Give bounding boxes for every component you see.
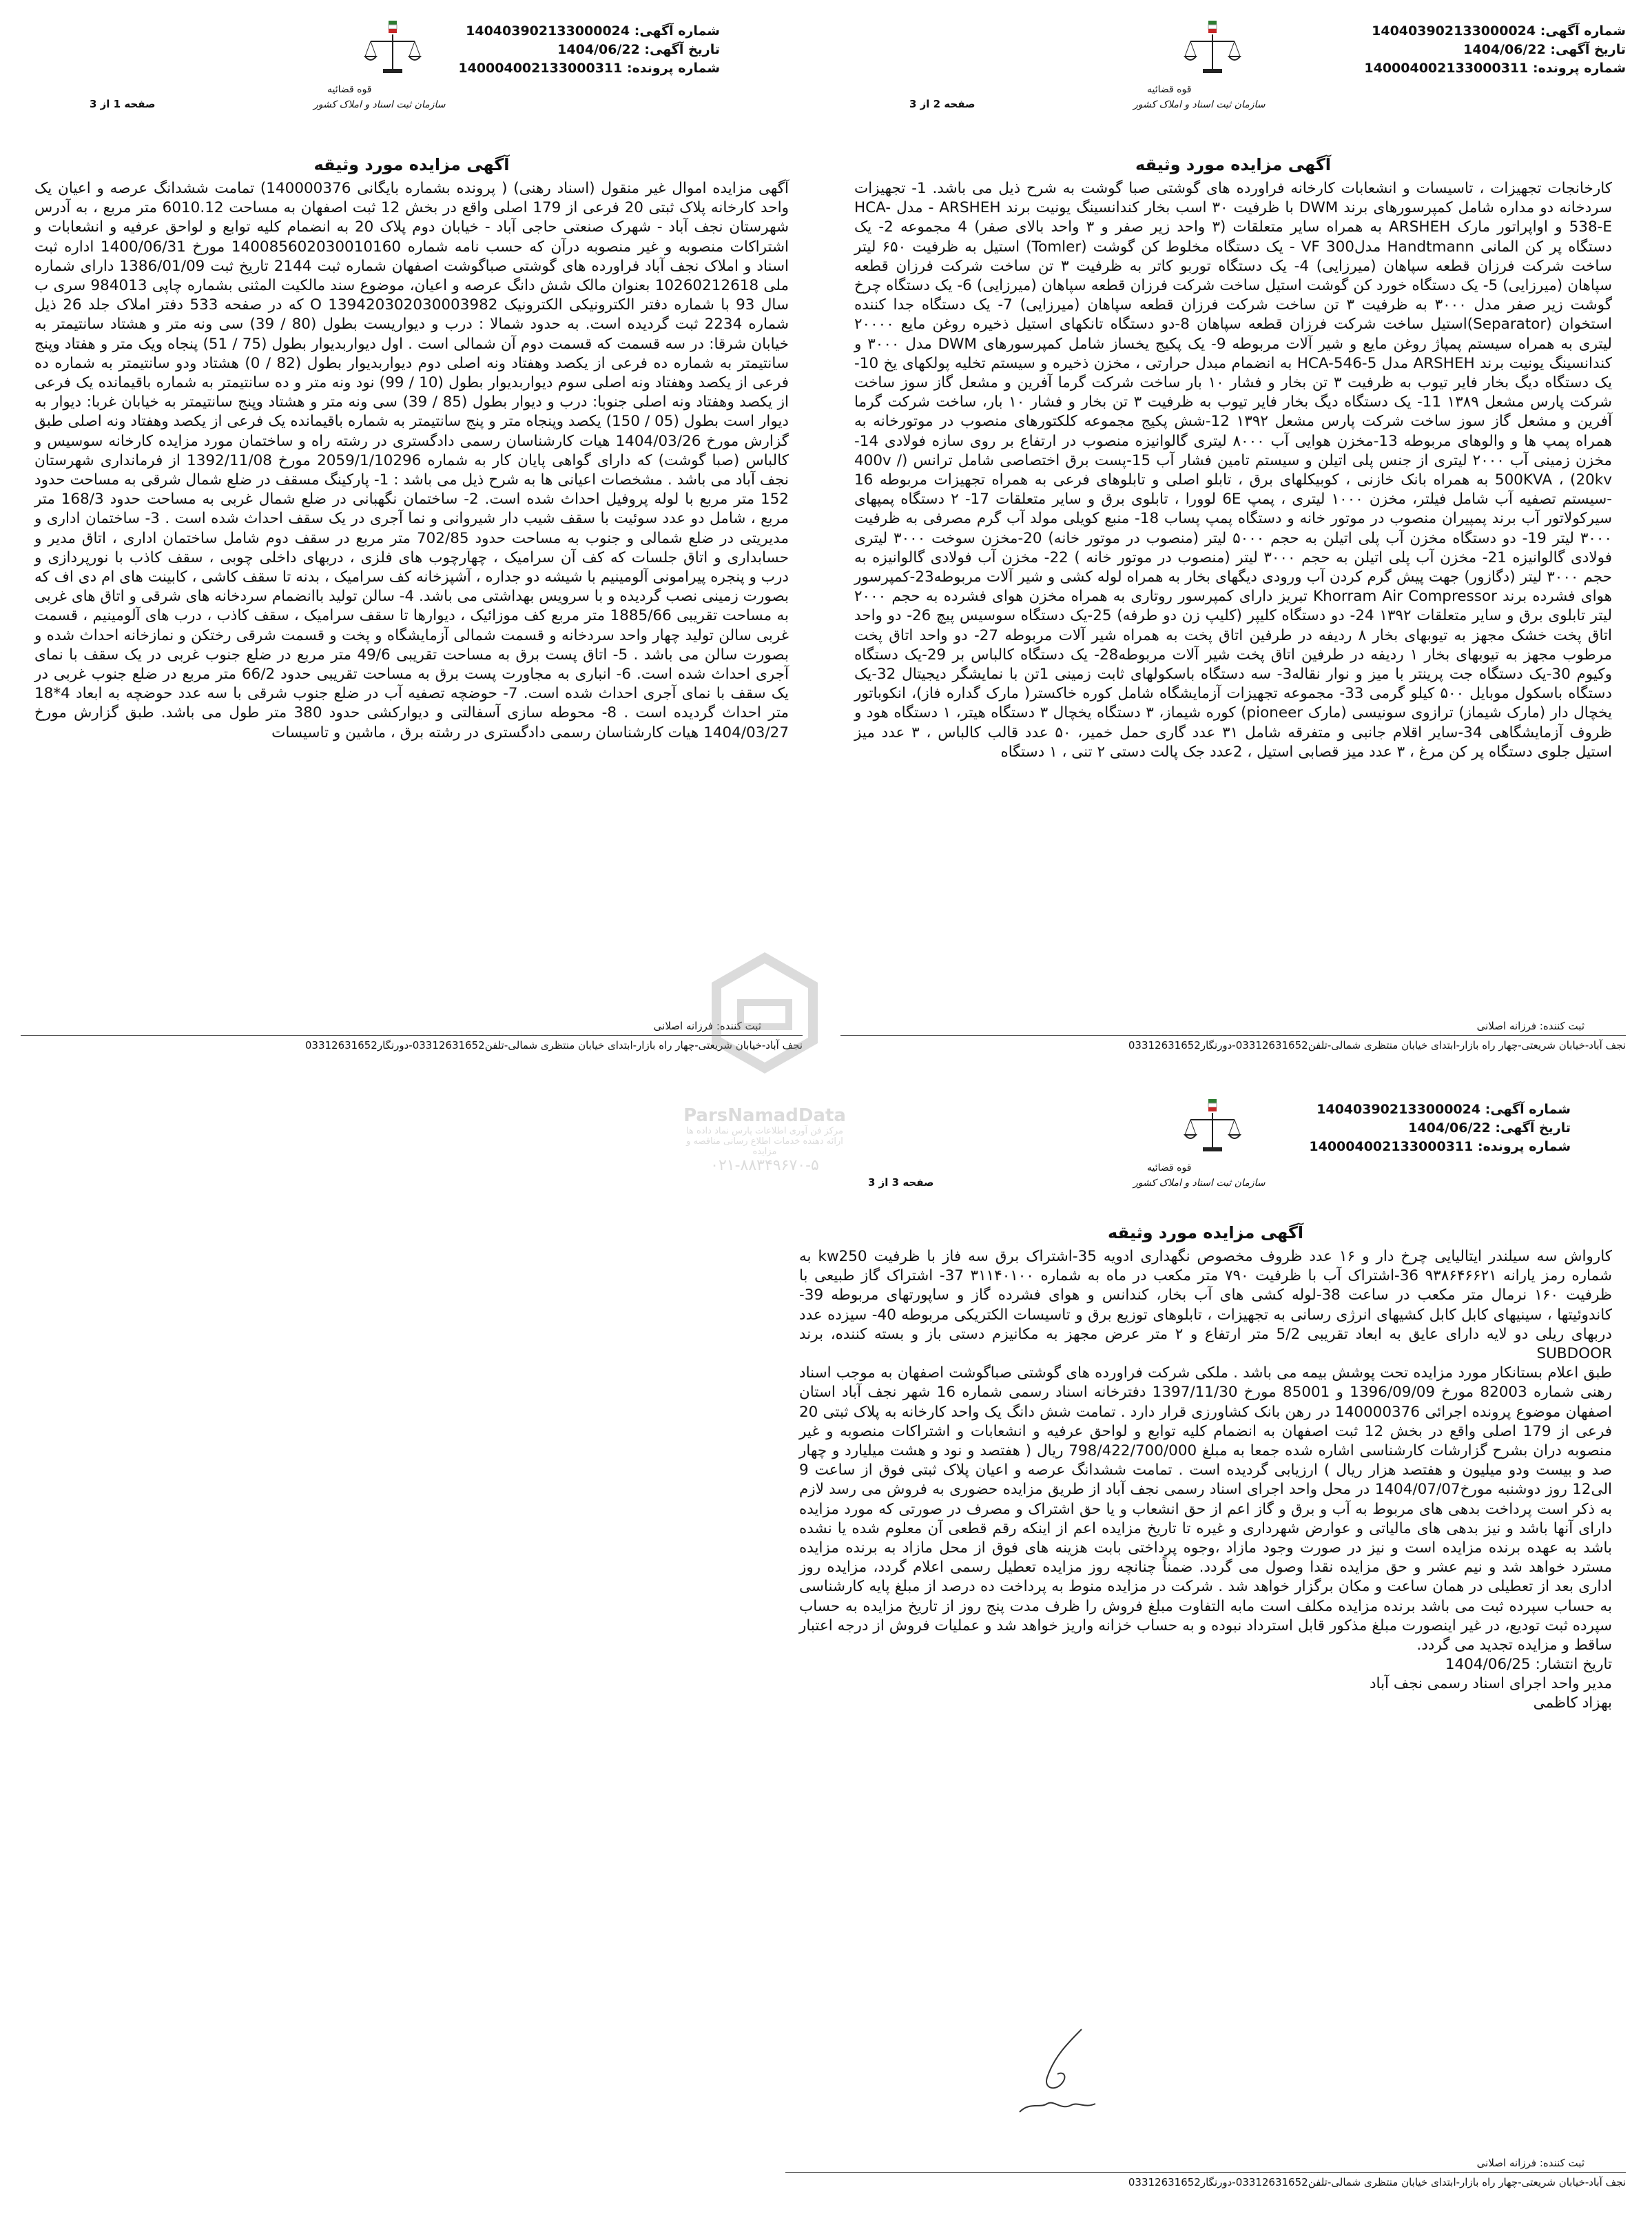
page-number: صفحه 3 از 3 — [868, 1176, 934, 1189]
handwritten-signature-icon — [1006, 2022, 1116, 2126]
footer-divider — [785, 2172, 1626, 2173]
watermark-line2: ارائه دهنده خدمات اطلاع رسانی مناقصه و مزایده — [686, 1136, 843, 1157]
case-no: 140004002133000311 — [1309, 1139, 1474, 1154]
publish-label: تاریخ انتشار: — [1535, 1656, 1612, 1674]
case-no-label: شماره پرونده: — [1477, 1139, 1571, 1154]
notice-no-label: شماره آگهی: — [1485, 1102, 1571, 1117]
notice-title: آگهی مزایده مورد وثیقه — [1107, 1223, 1304, 1242]
registrar: ثبت کننده: فرزانه اصلانی — [1476, 2157, 1584, 2169]
page-header — [7, 7, 816, 138]
page-header — [827, 7, 1640, 138]
footer-address: نجف آباد-خیابان شریعتی-چهار راه بازار-ابتدای خیابان منتظری شمالی-تلفن03312631652-دورنگار03312631652 — [1128, 1039, 1626, 1052]
emblem-caption: سازمان ثبت اسناد و املاک کشور — [313, 99, 446, 110]
notice-meta — [458, 22, 720, 78]
registrar: ثبت کننده: فرزانه اصلانی — [653, 1020, 761, 1032]
notice-no: 140403902133000024 — [466, 23, 630, 39]
publish-date: 1404/06/25 — [1445, 1656, 1531, 1674]
notice-body: آگهی مزایده اموال غیر منقول (اسناد رهنی) ( پرونده بشماره بایگانی 140000376) تمامت ششدانگ عرصه و اعیان یک واحد کارخانه پلاک ثبتی 20 فرعی از 179 اصلی واقع در بخش 12 ثبت اصفهان به مساحت 6010.12 متر مربع ، به آدرس شهرستان نجف آباد - شهرک صنعتی حاجی آباد - خیابان دوم پلاک 20 به انضمام کلیه توابع و لواحق عرفیه و انشعابات و اشتراکات منصوبه و غیر منصوبه درآن که حسب نامه شماره 140085602030010160 مورخ 1400/06/31 اداره ثبت اسناد و املاک نجف آباد فراورده های گوشتی صباگوشت اصفهان شماره ثبت 2144 تاریخ ثبت 1386/01/09 دارای شماره ملی 10260212618 بعنوان مالک شش دانگ عرصه و اعیان، موضوع سند مالکیت المثنی بشماره چاپی 984013 سری ب سال 93 با شماره دفتر الکترونیکی الکترونیک O 139420302030003982 که در صفحه 533 دفتر املاک جلد 26 ذیل شماره 2234 ثبت گردیده است. به حدود شمالا : درب و دیواریست بطول (80 / 39) سی ونه متر و هشتاد سانتیمتر به خیابان شرقا: در سه قسمت که قسمت دوم آن شمالی است . اول دیواربدیوار بطول (75 / 51) پنجاه ویک متر و هفتاد وپنج سانتیمتر به شماره ده فرعی از یکصد وهفتاد ونه اصلی دوم دیواربدیوار بطول (82 / 0) هشتاد ودو سانتیمتر به شماره ده فرعی از یکصد وهفتاد ونه اصلی سوم دیواربدیوار بطول (10 / 99) نود ونه متر و ده سانتیمتر به شماره باقیمانده یک فرعی از یکصد وهفتاد ونه اصلی جنوبا: درب و دیوار بطول (85 / 39) سی ونه متر و هشتاد وپنج سانتیمتر به خیابان غربا: دیوار به دیوار است بطول (05 / 150) یکصد وپنجاه متر و پنج سانتیمتر به شماره باقیمانده یک فرعی از یکصد وهفتاد ونه اصلی طبق گزارش مورخ 1404/03/26 هیات کارشناسان رسمی دادگستری در رشته راه و ساختمان مورد مزایده کارخانه سوسیس و کالباس (صبا گوشت) که دارای گواهی پایان کار به شماره 2059/1/10296 مورخ 1392/11/08 از فرمانداری شهرستان نجف آباد می باشد . مشخصات اعیانی ها به شرح ذیل می باشد : 1- پارکینگ مسقف در ضلع شمال شرقی به مساحت حدود 152 متر مربع با لوله پروفیل احداث شده است. 2- ساختمان نگهبانی در ضلع شمال غربی به مساحت حدود 168/3 متر مربع ، شامل دو عدد سوئیت با سقف شیب دار شیروانی و نما آجری در یک سقف احداث شده است . 3- ساختمان اداری و مدیریتی در ضلع شمالی و جنوب به مساحت حدود 702/85 متر مربع در سقف دوم شامل ساختمان اداری ، اتاق مدیر و حسابداری و اتاق جلسات که کف آن سرامیک ، چهارچوب های فلزی ، دربهای داخلی چوبی ، سقف کاذب با نورپردازی و درب و پنجره پیرامونی آلومینیم با شیشه دو جداره ، آشپزخانه کف سرامیک ، بدنه تا سقف کاشی ، کابینت های ام دی اف که بصورت زمینی نصب گردیده و با سرویس بهداشتی می باشد. 4- سالن تولید باانضمام سردخانه های شرقی و اتاق های غربی به مساحت تقریبی 1885/66 متر مربع کف موزائیک ، دیوارها تا سقف سرامیک ، سقف کاذب ، درب های آلومینیم ، قسمت غربی سالن تولید چهار واحد سردخانه و قسمت شمالی آزمایشگاه و پخت و قسمت شرقی رختکن و نمازخانه احداث شده و بصورت سالن می باشد . 5- اتاق پست برق به مساحت تقریبی 49/6 متر مربع در ضلع جنوب غربی در یک سقف با نمای آجری احداث شده است. 6- انباری به مجاورت پست برق به مساحت تقریبی حدود 66/2 متر مربع در ضلع جنوب غربی در یک سقف با نمای آجری احداث شده است. 7- حوضچه تصفیه آب در ضلع جنوب شرقی با سه عدد حوضچه به ابعاد 4*18 متر احداث گردیده است . 8- محوطه سازی آسفالتی و دیوارکشی حدود 380 متر طول می باشد. طبق گزارش مورخ 1404/03/27 هیات کارشناسان رسمی دادگستری در رشته برق ، ماشین و تاسیسات — [34, 180, 789, 741]
page-header — [772, 1085, 1640, 1216]
emblem-caption: سازمان ثبت اسناد و املاک کشور — [1133, 99, 1266, 110]
notice-date-label: تاریخ آگهی: — [1550, 42, 1626, 57]
page-number: صفحه 2 از 3 — [909, 98, 975, 110]
notice-page-1 — [7, 7, 816, 1082]
emblem-top-text: قوه قضائیه — [327, 84, 372, 95]
notice-title: آگهی مزایده مورد وثیقه — [313, 155, 510, 174]
watermark-line1: مرکز فن آوری اطلاعات پارس نماد داده ها — [686, 1126, 843, 1136]
notice-title: آگهی مزایده مورد وثیقه — [1135, 155, 1332, 174]
notice-date: 1404/06/22 — [1408, 1120, 1491, 1136]
notice-page-2 — [827, 7, 1640, 1082]
footer-divider — [840, 1035, 1626, 1036]
emblem-top-text: قوه قضائیه — [1147, 84, 1192, 95]
emblem-top-text: قوه قضائیه — [1147, 1162, 1192, 1173]
footer-address: نجف آباد-خیابان شریعتی-چهار راه بازار-ابتدای خیابان منتظری شمالی-تلفن03312631652-دورنگار03312631652 — [304, 1039, 803, 1052]
watermark-brand: ParsNamadData — [683, 1105, 846, 1126]
case-no: 140004002133000311 — [1364, 61, 1529, 76]
notice-date-label: تاریخ آگهی: — [644, 42, 720, 57]
notice-no-label: شماره آگهی: — [634, 23, 720, 39]
notice-no: 140403902133000024 — [1317, 1102, 1481, 1117]
notice-date: 1404/06/22 — [557, 42, 640, 57]
notice-body: کارخانجات تجهیزات ، تاسیسات و انشعابات کارخانه فراورده های گوشتی صبا گوشت به شرح ذیل می باشد. 1- تجهیزات سردخانه دو مداره شامل کمپرسورهای برند DWM با ظرفیت ۳۰ اسب بخار کندانسینگ یونیت برند ARSHEH - مدل HCA-538-E و اواپراتور مارک ARSHEH به همراه سایر متعلقات (۳ واحد زیر صفر و ۳ واحد بالای صفر) 4 مجموعه 2- یک دستگاه پر کن المانی Handtmann مدل300 VF - یک دستگاه مخلوط کن گوشت (Tomler) استیل به ظرفیت ۶۵۰ لیتر ساخت شرکت فرزان قطعه سپاهان (میرزایی) 4- یک دستگاه توربو کاتر به ظرفیت ۳ تن ساخت شرکت فرزان قطعه سپاهان (میرزایی) 5- یک دستگاه خورد کن گوشت استیل ساخت شرکت فرزان قطعه سپاهان (میرزایی) 6- یک دستگاه چرخ گوشت زیر صفر مدل ۳۰۰۰ به ظرفیت ۳ تن ساخت شرکت فرزان قطعه سپاهان (میرزایی) 7- یک دستگاه جدا کننده استخوان (Separator)استیل ساخت شرکت فرزان قطعه سپاهان 8-دو دستگاه تانکهای استیل ذخیره روغن مایع ۲۰۰۰۰ لیتری به همراه سیستم پمپاژ روغن مایع و شیر آلات مربوطه 9- یک پکیج یخساز شامل کمپرسورهای DWM مدل ۳۰۰۰ و کندانسینگ یونیت برند ARSHEH مدل HCA-546-5 به انضمام مبدل حرارتی ، مخزن ذخیره و سیستم تخلیه پولکهای یخ 10- یک دستگاه دیگ بخار فایر تیوب به ظرفیت ۳ تن بخار و فشار ۱۰ بار ساخت شرکت گرما آفرین و مشعل گاز سوز ساخت شرکت پارس مشعل ۱۳۸۹ 11- یک دستگاه دیگ بخار فایر تیوب به ظرفیت ۳ تن بخار و فشار ۱۰ بار، ساخت شرکت گرما آفرین و مشعل گاز سوز ساخت شرکت پارس مشعل ۱۳۹۲ 12-شش پکیج مجموعه کلکتورهای منصوب در موتورخانه به همراه پمپ ها و والوهای مربوطه 13-مخزن هوایی آب ۸۰۰۰ لیتری گالوانیزه منصوب در ارتفاع بر روی سازه فولادی 14- مخزن زمینی آب ۲۰۰۰ لیتری از جنس پلی اتیلن و سیستم تامین فشار آب 15-پست برق اختصاصی شامل ترانس (400v / 20kv) ، 500KVA به همراه بانک خازنی ، کوبیکلهای برق ، تابلو اصلی و تابلوهای فرعی به همراه تجهیزات مربوطه 16 -سیستم تصفیه آب شامل فیلتر، مخزن ۱۰۰۰ لیتری ، پمپ 6E لوورا ، تابلوی برق و سایر متعلقات 17- ۲ دستگاه پمپهای سیرکولاتور آب برند پمپیران منصوب در موتور خانه و دستگاه پمپ پساب 18- منبع کویلی مولد آب گرم مصرفی به ظرفیت ۳۰۰۰ لیتر 19- دو دستگاه مخزن آب پلی اتیلن به حجم ۵۰۰۰ لیتر (منصوب در موتور خانه) 20-مخزن سوخت ۳۰۰۰ لیتری فولادی گالوانیزه 21- مخزن آب پلی اتیلن به حجم ۳۰۰۰ لیتر (منصوب در موتور خانه ) 22- مخزن آب فولادی گالوانیزه به حجم ۳۰۰۰ لیتر (دگازور) جهت پیش گرم کردن آب ورودی دیگهای بخار به همراه لوله کشی و شیر آلات مربوطه23-کمپرسور هوای فشرده برند Khorram Air Compressor تبریز دارای کمپرسور روتاری به همراه مخزن هوای فشرده به حجم ۲۰۰۰ لیتر تابلوی برق و سایر متعلقات ۱۳۹۲ 24- دو دستگاه کلیپر (کلیپ زن دو طرفه) 25-یک دستگاه سوسیس پیچ 26- دو واحد اتاق پخت خشک مجهز به تیوبهای بخار ۸ ردیفه در طرفین اتاق پخت به همراه شیر آلات مربوطه 27- دو واحد اتاق پخت مرطوب مجهز به تیوبهای بخار ۱ ردیفه در طرفین اتاق پخت شیر آلات مربوطه28- یک دستگاه کالباس بر 29-یک دستگاه وکیوم 30-یک دستگاه جت پرینتر با میز و نوار نقاله3- سه دستگاه باسکولهای ثابت زمینی 1تن با نمایشگر دیجیتال 32-یک دستگاه باسکول موبایل ۵۰۰ کیلو گرمی 33- مجموعه تجهیزات آزمایشگاه شامل کوره خاکستر( مارک گداره فاز)، انکوباتور یخچال دار (مارک شیماز) ترازوی سونیسی (مارک pioneer) کوره شیماز، ۳ دستگاه یخچال ۳ دستگاه هیتر، ۱ دستگاه هود و ظروف آزمایشگاهی 34-سایر اقلام جانبی و متفرقه شامل ۳۱ عدد گاری حمل خمیر، ۵۰ عدد قالب کالباس ، ۳ عدد میز استیل جلوی دستگاه پر کن مرغ ، ۳ عدد میز قصابی استیل ، 2عدد جک پالت دستی ۲ تنی ، ۱ دستگاه — [854, 180, 1613, 761]
case-no-label: شماره پرونده: — [626, 61, 720, 76]
footer-address: نجف آباد-خیابان شریعتی-چهار راه بازار-ابتدای خیابان منتظری شمالی-تلفن03312631652-دورنگار03312631652 — [1128, 2176, 1626, 2188]
registrar: ثبت کننده: فرزانه اصلانی — [1476, 1020, 1584, 1032]
case-no: 140004002133000311 — [458, 61, 623, 76]
notice-no: 140403902133000024 — [1372, 23, 1536, 39]
publish-info — [799, 1655, 1612, 1713]
signer-title: مدیر واحد اجرای اسناد رسمی نجف آباد — [1369, 1675, 1612, 1693]
case-no-label: شماره پرونده: — [1532, 61, 1626, 76]
notice-no-label: شماره آگهی: — [1540, 23, 1626, 39]
signer-name: بهزاد کاظمی — [1533, 1694, 1612, 1712]
notice-body-part-1: کارواش سه سیلندر ایتالیایی چرخ دار و ۱۶ عدد ظروف مخصوص نگهداری ادویه 35-اشتراک برق سه فاز با ظرفیت kw250 به شماره رمز یارانه ۹۳۸۶۴۶۶۲۱ 36-اشتراک آب با ظرفیت ۷۹۰ متر مکعب در ماه به شماره ۳۱۱۴۰۱۰۰ 37- اشتراک گاز طبیعی با ظرفیت ۱۶۰ نرمال متر مکعب در ساعت 38-لوله کشی های آب بخار، کندانس و هوای فشرده گاز و ساپورتهای مربوطه 39- کاندوئیتها ، سینیهای کابل کابل کشیهای انرژی رسانی به تجهیزات ، تابلوهای توزیع برق و تاسیسات الکتریکی مربوطه 40- سیزده عدد دربهای ریلی دو لایه دارای عایق به ابعاد تقریبی 5/2 متر ارتفاع و ۲ متر عرض مجهز به مکانیزم دستی باز و بسته کننده، برند SUBDOOR — [799, 1248, 1613, 1363]
parsnamad-watermark — [675, 951, 854, 1213]
notice-meta — [1309, 1100, 1571, 1156]
watermark-phone: ۰۲۱-۸۸۳۴۹۶۷۰-۵ — [710, 1157, 819, 1174]
page-footer — [785, 2157, 1626, 2198]
notice-date-label: تاریخ آگهی: — [1495, 1120, 1571, 1136]
notice-meta — [1364, 22, 1626, 78]
notice-date: 1404/06/22 — [1463, 42, 1546, 57]
notice-body-part-2: طبق اعلام بستانکار مورد مزایده تحت پوشش بیمه می باشد . ملکی شرکت فراورده های گوشتی صباگوشت اصفهان به موجب اسناد رهنی شماره 82003 مورخ 1396/09/09 و 85001 مورخ 1397/11/30 دفترخانه اسناد رسمی شماره 16 شهر نجف آباد استان اصفهان موضوع پرونده اجرائی 140000376 در رهن بانک کشاورزی قرار دارد . تمامت شش دانگ یک واحد کارخانه به پلاک ثبتی 20 فرعی از 179 اصلی واقع در بخش 12 ثبت اصفهان به انضمام کلیه توابع و لواحق عرفیه و انشعابات و اشتراکات منصوبه و غیر منصوبه دران بشرح گزارشات کارشناسی اشاره شده جمعا به مبلغ 798/422/700/000 ریال ( هفتصد و نود و هشت میلیارد و چهار صد و بیست ودو میلیون و هفتصد هزار ریال ) ارزیابی گردیده است . تمامت ششدانگ عرصه و اعیان پلاک ثبتی فوق از ساعت 9 الی12 روز دوشنبه مورخ1404/07/07 در محل واحد اجرای اسناد رسمی نجف آباد از طریق مزایده حضوری به فروش می رسد لازم به ذکر است پرداخت بدهی های مربوط به آب و برق و گاز اعم از حق انشعاب و یا حق اشتراک و مصرف در صورتی که مورد مزایده دارای آنها باشد و نیز بدهی های مالیاتی و عوارض شهرداری و غیره تا تاریخ مزایده اعم از اینکه رقم قطعی آن معلوم شده یا نشده باشد به عهده برنده مزایده است و نیز در صورت وجود مازاد ،وجوه پرداختی بابت هزینه های فوق از محل مازاد به برنده مزایده مسترد خواهد شد و نیم عشر و حق مزایده نقدا وصول می گردد. ضمناً چنانچه روز مزایده تعطیل رسمی اعلام گردد، مزایده روز اداری بعد از تعطیلی در همان ساعت و مکان برگزار خواهد شد . شرکت در مزایده منوط به پرداخت ده درصد از مبلغ پایه کارشناسی به حساب سپرده ثبت می باشد برنده مزایده مکلف است مابه التفاوت مبلغ فروش را ظرف مدت پنج روز از تاریخ مزایده به حساب سپرده ثبت تودیع، در غیر اینصورت مبلغ مذکور قابل استرداد نبوده و به حساب خزانه واریز خواهد شد و عملیات فروش از درجه اعتبار ساقط و مزایده تجدید می گردد. — [799, 1364, 1613, 1654]
notice-page-3 — [772, 1085, 1640, 2229]
watermark-logo-icon — [675, 951, 854, 1102]
emblem-caption: سازمان ثبت اسناد و املاک کشور — [1133, 1178, 1266, 1189]
notice-body — [799, 1247, 1612, 1713]
page-number: صفحه 1 از 3 — [90, 98, 156, 110]
page-footer — [840, 1020, 1626, 1061]
